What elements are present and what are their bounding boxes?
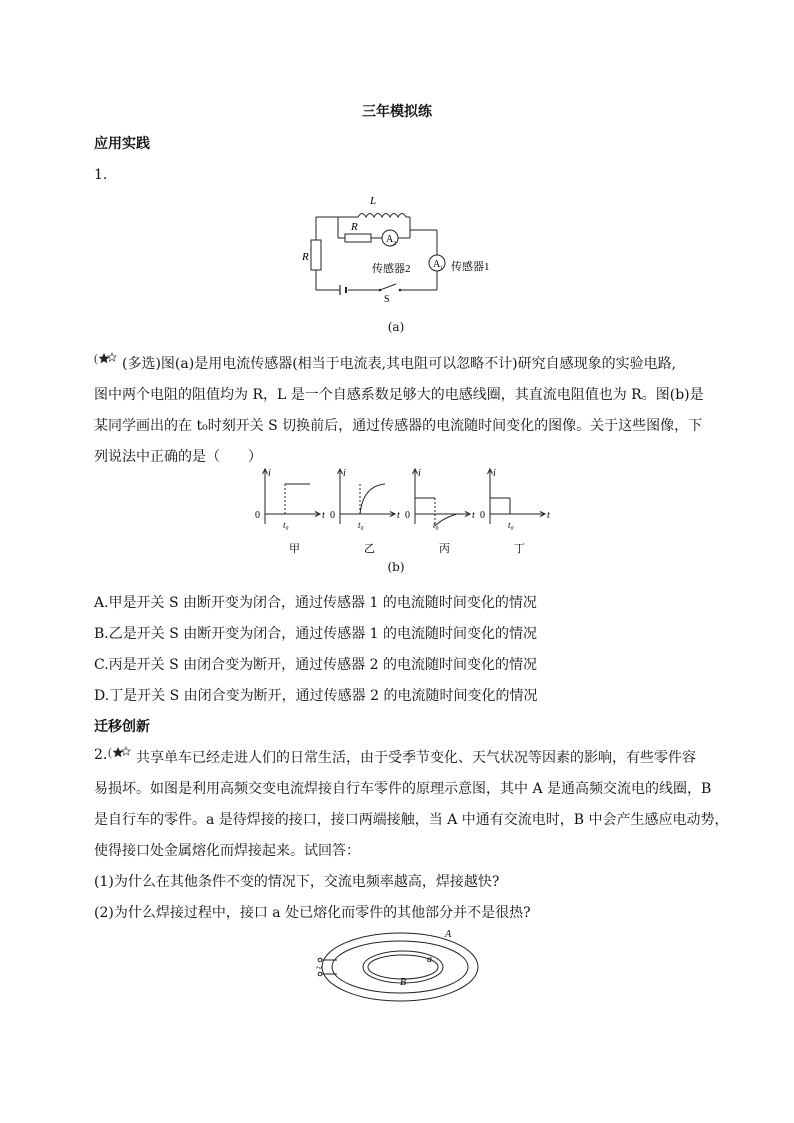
resistor-left	[311, 240, 321, 270]
graph-1-t0-label: t₀	[358, 520, 364, 530]
graph-2-t0-label: t₀	[433, 520, 439, 530]
graph-1-t-label: t	[397, 510, 400, 521]
graph-1-curve	[360, 484, 385, 514]
question-2-subquestion-2: (2)为什么焊接过程中，接口 a 处已熔化而零件的其他部分并不是很热?	[94, 905, 531, 921]
label-A2: A	[386, 234, 394, 245]
graph-2-name: 丙	[439, 543, 450, 555]
question-2-text-line-4: 使得接口处金属熔化而焊接起来。试回答：	[94, 843, 360, 859]
graph-2-t-label: t	[472, 510, 475, 521]
graph-3-t0-label: t₀	[508, 520, 514, 530]
graph-1-name: 乙	[364, 543, 375, 555]
label-A2-sub: 2	[393, 241, 396, 247]
svg-text:(: (	[94, 351, 98, 365]
graph-0-i-label: i	[268, 468, 271, 479]
question-2-text-line-3: 是自行车的零件。a 是待焊接的接口，接口两端接触，当 A 中通有交流电时，B 中会产生感应电动势，	[94, 812, 729, 828]
graph-0-t-label: t	[322, 510, 325, 521]
graph-2-origin: 0	[405, 510, 410, 521]
question-1-text-line-1: (多选)图(a)是用电流传感器(相当于电流表,其电阻可以忽略不计)研究自感现象的实验电路,	[122, 356, 677, 372]
graph-3-origin: 0	[480, 510, 485, 521]
coil-A-outer	[322, 933, 478, 1001]
question-2-text-line-2: 易损坏。如图是利用高频交变电流焊接自行车零件的原理示意图，其中 A 是通高频交流电的线圈，B	[94, 781, 712, 797]
graph-3-t-label: t	[547, 510, 550, 521]
label-switch-S: S	[384, 294, 390, 305]
label-R-inner: R	[351, 221, 358, 233]
question-1-text-line-4: 列说法中正确的是（ ）	[94, 449, 262, 465]
inductor-coil	[358, 214, 406, 218]
figure-a-caption: (a)	[387, 320, 405, 334]
question-2-text-line-1: 共享单车已经走进人们的日常生活，由于受季节变化、天气状况等因素的影响，有些零件容	[136, 750, 696, 766]
figure-b-caption: (b)	[387, 560, 405, 574]
question-1-number: 1.	[94, 167, 108, 183]
label-sensor2: 传感器2	[372, 263, 411, 275]
ac-source-label: ~	[316, 962, 322, 974]
graph-0-t0-label: t₀	[283, 520, 289, 530]
option-c: C.丙是开关 S 由闭合变为断开，通过传感器 2 的电流随时间变化的情况	[94, 657, 537, 673]
svg-text:(: (	[108, 745, 112, 759]
circuit-diagram-a	[300, 190, 510, 305]
label-L: L	[370, 195, 377, 207]
question-2-number: 2.	[94, 747, 108, 763]
option-d: D.丁是开关 S 由闭合变为断开，通过传感器 2 的电流随时间变化的情况	[94, 688, 538, 704]
label-R-left: R	[302, 251, 309, 263]
page-title: 三年模拟练	[362, 104, 432, 120]
graph-0-name: 甲	[289, 543, 300, 555]
welding-diagram	[305, 925, 485, 1005]
resistor-inner	[345, 234, 371, 242]
difficulty-star-icon	[94, 350, 122, 366]
question-1-text-line-3: 某同学画出的在 t₀时刻开关 S 切换前后，通过传感器的电流随时间变化的图像。关于这些图像，下	[94, 418, 703, 434]
graph-3-name: 丁	[514, 543, 525, 555]
option-b: B.乙是开关 S 由断开变为闭合，通过传感器 1 的电流随时间变化的情况	[94, 626, 538, 642]
label-part-B: B	[400, 977, 407, 988]
graph-1-origin: 0	[330, 510, 335, 521]
label-A1-sub: 1	[440, 266, 443, 272]
question-1-text-line-2: 图中两个电阻的阻值均为 R，L 是一个自感系数足够大的电感线圈，其直流电阻值也为 R。图(b)是	[94, 387, 704, 403]
label-joint-a: a	[427, 954, 432, 965]
graph-3-i-label: i	[493, 468, 496, 479]
label-coil-A: A	[445, 929, 452, 940]
difficulty-star-icon-2	[108, 744, 136, 760]
graph-2-i-label: i	[418, 468, 421, 479]
graph-0-origin: 0	[255, 510, 260, 521]
graph-1-i-label: i	[343, 468, 346, 479]
section-heading-innovation: 迁移创新	[94, 719, 150, 735]
label-sensor1: 传感器1	[451, 261, 490, 273]
option-a: A.甲是开关 S 由断开变为闭合，通过传感器 1 的电流随时间变化的情况	[94, 595, 537, 611]
graphs-b	[250, 462, 550, 557]
section-heading-applied: 应用实践	[94, 136, 150, 152]
label-A1: A	[433, 259, 441, 270]
question-2-subquestion-1: (1)为什么在其他条件不变的情况下，交流电频率越高，焊接越快?	[94, 874, 500, 890]
